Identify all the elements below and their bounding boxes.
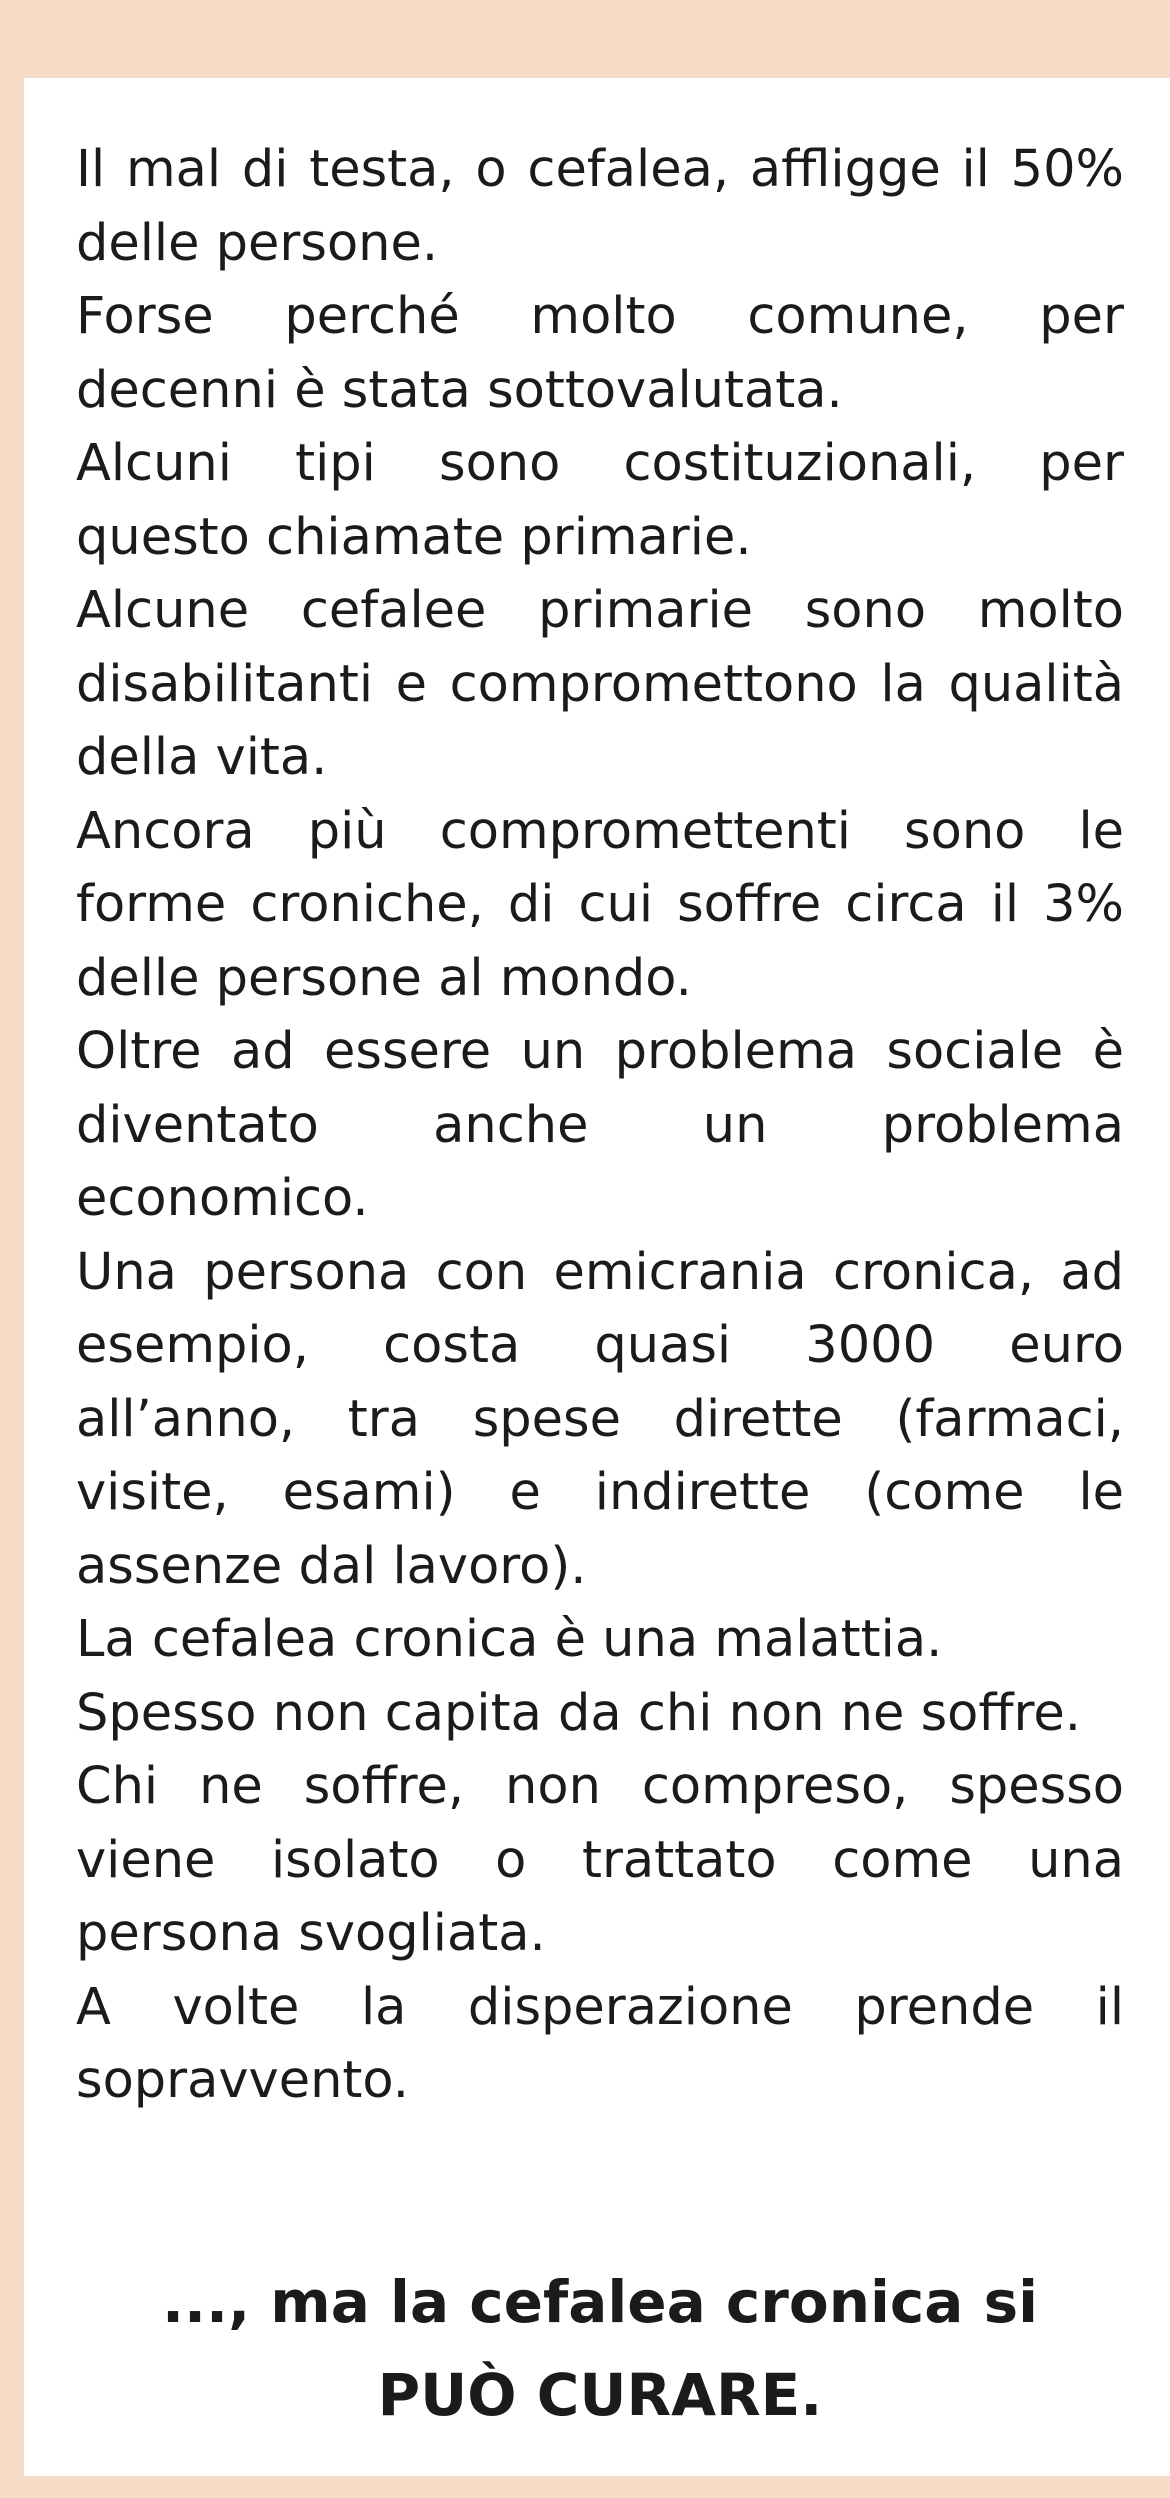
paragraph-primary-types: Alcuni tipi sono costituzionali, per questo chiamate primarie. [76,434,1124,567]
paragraph-despair: A volte la disperazione prende il sopravvento. [76,1977,1124,2110]
paragraph-misunderstood: Spesso non capita da chi non ne soffre. [76,1683,1081,1743]
paragraph-social-economic: Oltre ad essere un problema sociale è diventato anche un problema economico. [76,1022,1124,1228]
paragraph-disabling: Alcune cefalee primarie sono molto disabilitanti e compromettono la qualità della vita. [76,581,1124,787]
paragraph-headache-prevalence: Il mal di testa, o cefalea, affligge il 50% delle persone. [76,140,1124,273]
closing-line-1: ..., ma la cefalea cronica si [161,2268,1039,2336]
paragraph-underestimated: Forse perché molto comune, per decenni è stata sottovalutata. [76,287,1124,420]
paragraph-chronic-forms: Ancora più compromettenti sono le forme croniche, di cui soffre circa il 3% delle persone al mondo. [76,801,1124,1008]
paragraph-cost-example: Una persona con emicrania cronica, ad esempio, costa quasi 3000 euro all’anno, tra spese dirette (farmaci, visite, esami) e indirette (come le assenze dal lavoro). [76,1242,1124,1596]
paragraph-disease: La cefalea cronica è una malattia. [76,1610,943,1669]
paragraph-isolation: Chi ne soffre, non compreso, spesso viene isolato o trattato come una persona svogliata. [76,1757,1124,1963]
text-panel [24,78,1170,2476]
article-body [76,133,1124,2118]
closing-statement [76,2256,1124,2442]
closing-line-2: PUÒ CURARE. [377,2361,823,2429]
